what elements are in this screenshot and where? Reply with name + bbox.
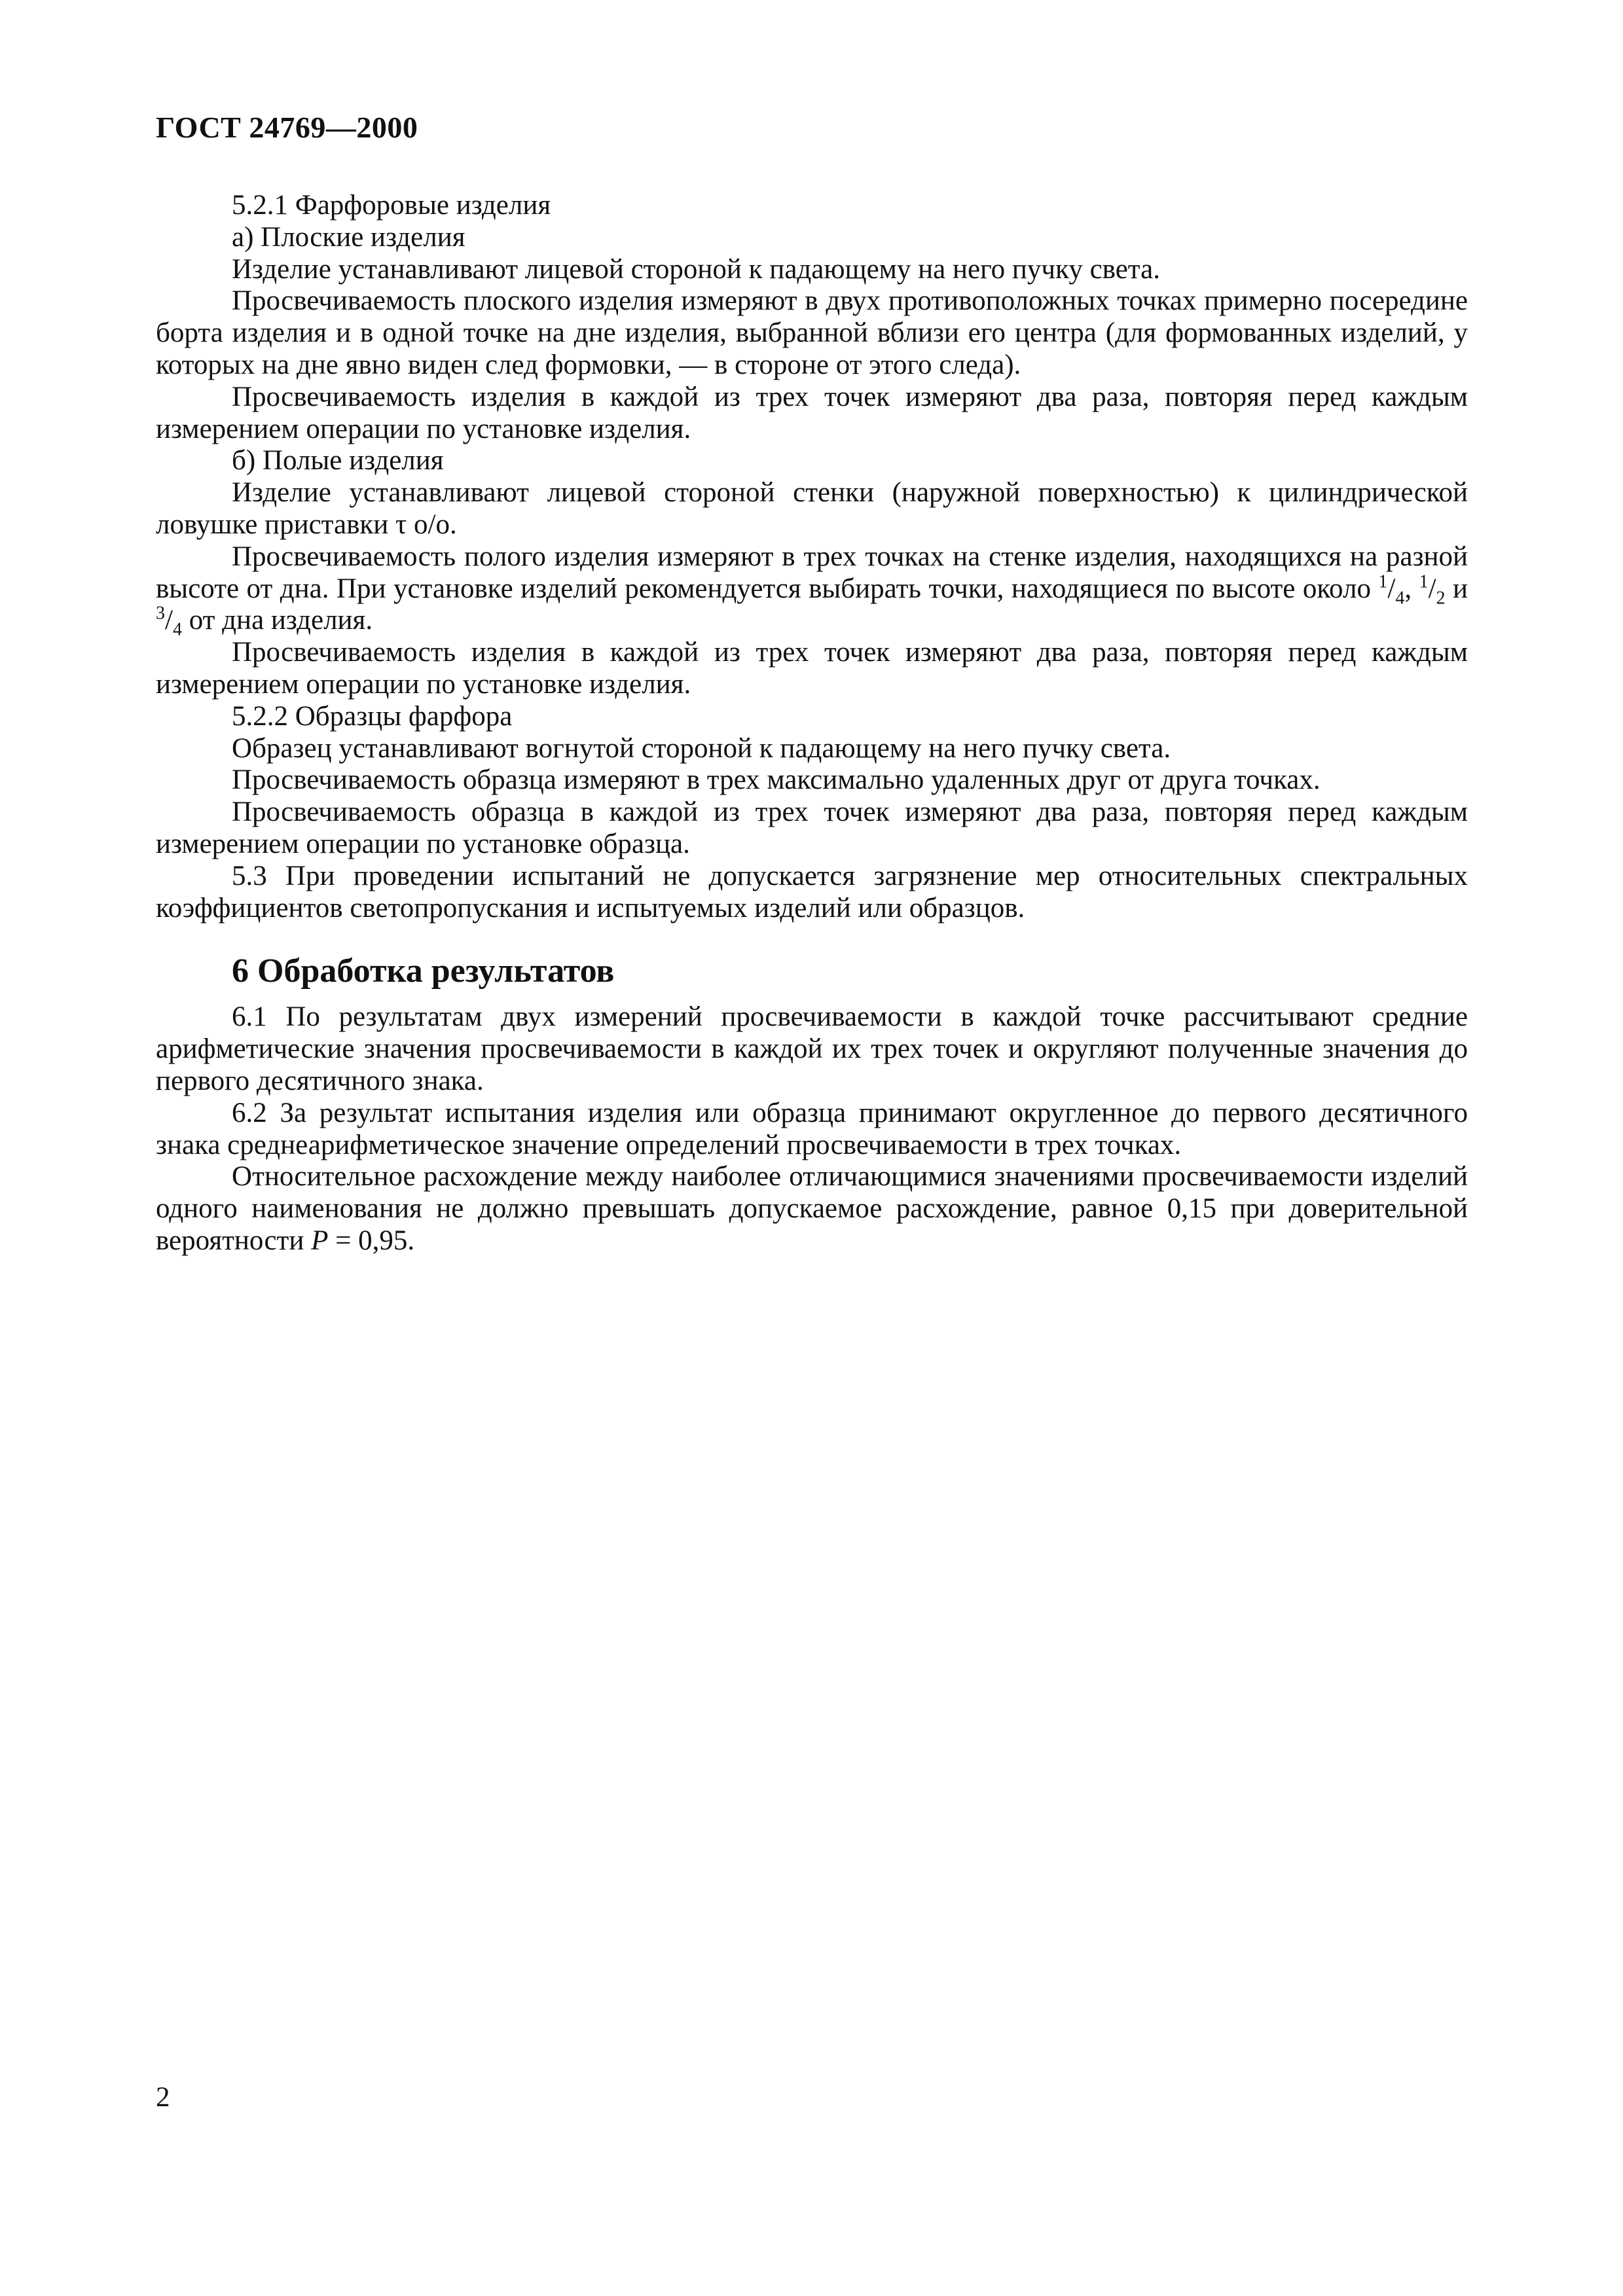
paragraph: Просвечиваемость изделия в каждой из трех точек измеряют два раза, повторяя перед каждым измерением операции по установке изделия.: [156, 637, 1468, 700]
subclause-b-title: б) Полые изделия: [232, 445, 444, 476]
clause-5-2-2-title: 5.2.2 Образцы фарфора: [232, 700, 513, 732]
probability-variable: P: [311, 1225, 329, 1256]
clause-5-3: 5.3 При проведении испытаний не допускается загрязнение мер относительных спектральных коэффициентов светопропускания и испытуемых изделий или образцов.: [156, 860, 1468, 924]
paragraph: Просвечиваемость плоского изделия измеряют в двух противоположных точках примерно посередине борта изделия и в одной точке на дне изделия, выбранной вблизи его центра (для формованных изделий, у которых на дне явно виден след формовки, — в стороне от этого следа).: [156, 285, 1468, 380]
section-6-heading: 6 Обработка результатов: [232, 952, 615, 990]
paragraph-with-probability: [156, 1161, 1468, 1257]
subclause-a-title: а) Плоские изделия: [232, 221, 465, 253]
paragraph: Просвечиваемость образца измеряют в трех максимально удаленных друг от друга точках.: [232, 764, 1321, 796]
paragraph: Изделие устанавливают лицевой стороной стенки (наружной поверхностью) к цилиндрической ловушке приставки τ о/о.: [156, 477, 1468, 540]
clause-6-2: 6.2 За результат испытания изделия или образца принимают округленное до первого десятичного знака среднеарифметическое значение определений просвечиваемости в трех точках.: [156, 1097, 1468, 1160]
fraction-quarter: $^1/_4$: [1378, 571, 1405, 609]
paragraph-text: Просвечиваемость полого изделия измеряют в трех точках на стенке изделия, находящихся на разной высоте от дна. При установке изделий рекомендуется выбирать точки, находящиеся по высоте около: [156, 541, 1468, 604]
document-body: [156, 190, 1468, 1257]
fraction-half: $^1/_2$: [1419, 571, 1446, 609]
clause-5-2-1-title: 5.2.1 Фарфоровые изделия: [232, 190, 551, 221]
paragraph-with-fractions: Просвечиваемость полого изделия измеряют в трех точках на стенке изделия, находящихся на разной высоте от дна. При установке изделий рекомендуется выбирать точки, находящиеся по высоте около $^1/_4$, $^1/_2$ и $^3/_4$ от дна изделия.: [156, 541, 1468, 640]
paragraph-text: Относительное расхождение между наиболее отличающимися значениями просвечиваемости изделий одного наименования не должно превышать допускаемое расхождение, равное 0,15 при доверительной вероятности: [156, 1161, 1468, 1256]
paragraph: Образец устанавливают вогнутой стороной к падающему на него пучку света.: [232, 732, 1171, 764]
paragraph: Изделие устанавливают лицевой стороной к падающему на него пучку света.: [232, 253, 1160, 285]
standard-header: ГОСТ 24769—2000: [156, 111, 418, 144]
probability-value: = 0,95.: [335, 1225, 415, 1256]
clause-6-1: 6.1 По результатам двух измерений просвечиваемости в каждой точке рассчитывают средние арифметические значения просвечиваемости в каждой их трех точек и округляют полученные значения до первого десятичного знака.: [156, 1001, 1468, 1096]
paragraph: Просвечиваемость образца в каждой из трех точек измеряют два раза, повторяя перед каждым измерением операции по установке образца.: [156, 797, 1468, 859]
page-number: 2: [156, 2082, 170, 2113]
fraction-three-quarters: $^3/_4$: [156, 603, 182, 640]
paragraph: Просвечиваемость изделия в каждой из трех точек измеряют два раза, повторяя перед каждым измерением операции по установке изделия.: [156, 381, 1468, 444]
